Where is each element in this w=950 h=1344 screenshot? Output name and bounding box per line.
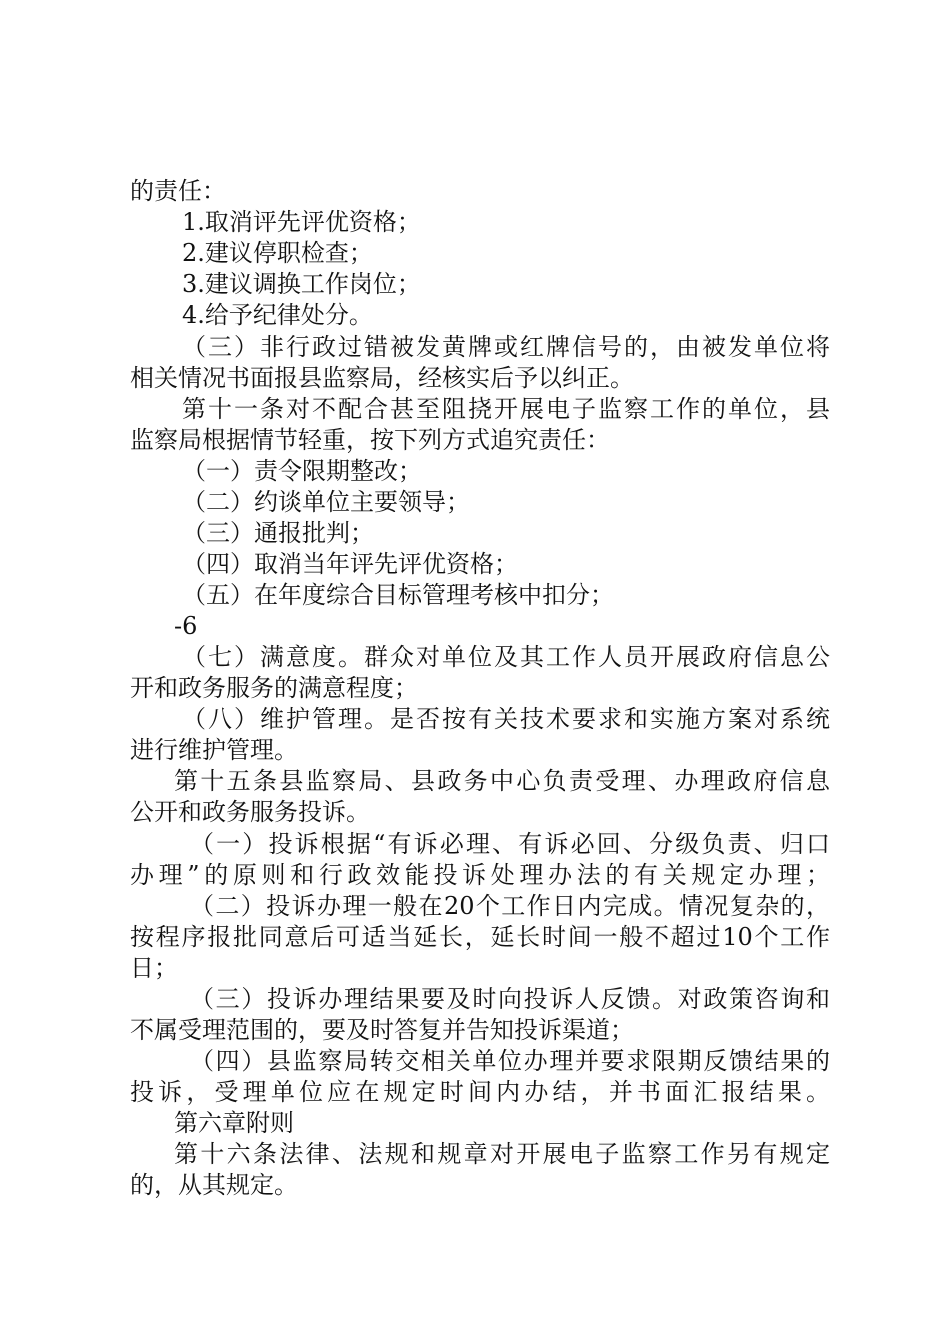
text-line: 日； bbox=[130, 954, 178, 982]
text-line: 的责任： bbox=[130, 177, 226, 205]
text-line: 的，从其规定。 bbox=[130, 1171, 298, 1199]
list-item: （一）责令限期整改； bbox=[182, 457, 422, 485]
text-line: 投诉，受理单位应在规定时间内办结，并书面汇报结果。 bbox=[130, 1078, 830, 1106]
text-line: 第十六条法律、法规和规章对开展电子监察工作另有规定 bbox=[174, 1140, 830, 1168]
list-item: （三）通报批判； bbox=[182, 519, 374, 547]
text-line: 监察局根据情节轻重，按下列方式追究责任： bbox=[130, 426, 610, 454]
text-line: （一）投诉根据“有诉必理、有诉必回、分级负责、归口 bbox=[190, 830, 830, 858]
text-line: 公开和政务服务投诉。 bbox=[130, 798, 370, 826]
text-line: （三）非行政过错被发黄牌或红牌信号的，由被发单位将 bbox=[182, 333, 830, 361]
list-item: 4.给予纪律处分。 bbox=[182, 301, 373, 329]
list-item: （四）取消当年评先评优资格； bbox=[182, 550, 518, 578]
text-line: （七）满意度。群众对单位及其工作人员开展政府信息公 bbox=[182, 643, 830, 671]
text-line: 第十五条县监察局、县政务中心负责受理、办理政府信息 bbox=[174, 767, 830, 795]
text-line: 进行维护管理。 bbox=[130, 736, 298, 764]
text-line: （二）投诉办理一般在20个工作日内完成。情况复杂的， bbox=[190, 892, 830, 920]
text-line: 开和政务服务的满意程度； bbox=[130, 674, 418, 702]
list-item: （二）约谈单位主要领导； bbox=[182, 488, 470, 516]
text-line: （三）投诉办理结果要及时向投诉人反馈。对政策咨询和 bbox=[190, 985, 830, 1013]
page-number: -6 bbox=[174, 612, 198, 640]
text-line: 不属受理范围的，要及时答复并告知投诉渠道； bbox=[130, 1016, 634, 1044]
text-line: 办理”的原则和行政效能投诉处理办法的有关规定办理； bbox=[130, 861, 830, 889]
list-item: （五）在年度综合目标管理考核中扣分； bbox=[182, 581, 614, 609]
list-item: 3.建议调换工作岗位； bbox=[182, 270, 421, 298]
text-line: （八）维护管理。是否按有关技术要求和实施方案对系统 bbox=[182, 705, 830, 733]
text-line: 相关情况书面报县监察局，经核实后予以纠正。 bbox=[130, 364, 634, 392]
list-item: 2.建议停职检查； bbox=[182, 239, 373, 267]
text-line: 按程序报批同意后可适当延长，延长时间一般不超过10个工作 bbox=[130, 923, 830, 951]
text-line: 第十一条对不配合甚至阻挠开展电子监察工作的单位，县 bbox=[182, 395, 830, 423]
list-item: 1.取消评先评优资格； bbox=[182, 208, 421, 236]
section-heading: 第六章附则 bbox=[174, 1109, 294, 1137]
text-line: （四）县监察局转交相关单位办理并要求限期反馈结果的 bbox=[190, 1047, 830, 1075]
